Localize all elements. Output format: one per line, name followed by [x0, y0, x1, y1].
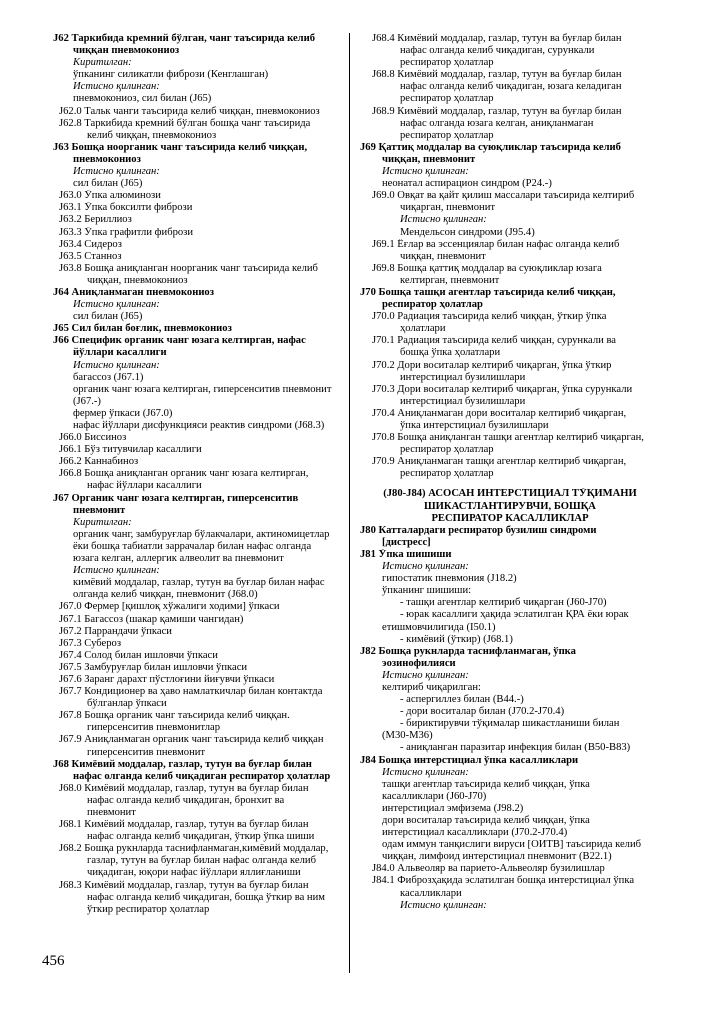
- entry-line: нафас олганда келиб чиқадиган, бронхит ва: [87, 794, 285, 806]
- entry-line: Мендельсон синдроми (J95.4): [400, 226, 535, 238]
- entry-line: ўпканинг шишиши:: [382, 585, 472, 597]
- entry-line: ўпка интерстициал бузилишлари: [400, 420, 549, 431]
- entry-line: J67.0 Фермер [қишлоқ хўжалиги ходими] ўпкаси: [59, 601, 280, 613]
- note-label: Истисно қилинган:: [400, 214, 487, 226]
- entry-line: ўпканинг силикатли фибрози (Кенглашган): [73, 69, 269, 81]
- entry-line: одам иммун танқислиги вируси [ОИТВ] таъсирида келиб: [382, 839, 642, 851]
- entry-line: органик чанг, замбуруғлар бўлакчалари, актиномицетлар: [73, 528, 330, 540]
- entry-line: ҳолатлари: [400, 323, 446, 335]
- entry-line: нафас олганда юзага келган, аниқланмаган: [400, 117, 594, 129]
- entry-line: нафас олганда келиб чиқадиган, ўткир ўпка шиши: [87, 831, 315, 843]
- category-heading: [дистресс]: [382, 536, 431, 548]
- note-label: Истисно қилинган:: [73, 299, 160, 311]
- entry-line: J68.9 Кимёвий моддалар, газлар, тутун ва буғлар билан: [372, 105, 622, 117]
- category-heading: пневмокониоз: [73, 153, 141, 165]
- category-heading: J69 Қаттиқ моддалар ва суюқликлар таъсирида келиб: [360, 141, 621, 153]
- entry-line: гипостатик пневмония (J18.2): [382, 573, 517, 585]
- entry-line: интерстициал эмфизема (J98.2): [382, 802, 524, 814]
- entry-line: кимёвий моддалар, газлар, тутун ва буғлар билан нафас: [73, 577, 325, 589]
- entry-line: респиратор ҳолатлар: [400, 468, 494, 480]
- entry-line: J67.3 Субероз: [59, 637, 122, 649]
- entry-line: J67.1 Багассоз (шакар қамиши чангидан): [59, 613, 244, 625]
- entry-line: чиқарган, пневмонит: [400, 202, 495, 214]
- entry-line: чиққан, пневмонит: [400, 250, 486, 262]
- entry-line: ташқи агентлар таъсирида келиб чиққан, ўпка: [382, 778, 590, 790]
- entry-line: (M30-M36): [382, 730, 433, 742]
- entry-line: J63.0 Ўпка алюминози: [59, 190, 161, 202]
- entry-line: J63.4 Сидероз: [59, 238, 122, 250]
- entry-line: нафас йўллари касаллиги: [87, 480, 202, 492]
- entry-line: пневмокониоз, сил билан (J65): [73, 93, 212, 105]
- block-heading: ШИКАСТЛАНТИРУВЧИ, БОШҚА: [424, 500, 596, 512]
- entry-line: нафас олганда келиб чиқадиган, бошқа ўткир ва ним: [87, 891, 325, 903]
- entry-line: респиратор ҳолатлар: [400, 444, 494, 456]
- entry-line: J63.1 Ўпка боксилти фибрози: [59, 202, 193, 214]
- entry-line: келтириб чиқарилган:: [382, 681, 481, 693]
- category-heading: J80 Катталардаги респиратор бузилиш синдроми: [360, 524, 597, 536]
- note-label: Истисно қилинган:: [73, 81, 160, 93]
- entry-line: чиққан, пневмокониоз: [87, 274, 188, 286]
- note-label: Истисно қилинган:: [73, 359, 160, 371]
- entry-line: J70.1 Радиация таъсирида келиб чиққан, сурункали ва: [372, 335, 617, 347]
- entry-line: J67.6 Заранг дарахт пўстлоғини йиғувчи ўпкаси: [59, 673, 275, 685]
- entry-line: J69.1 Ёғлар ва эссенциялар билан нафас олганда келиб: [372, 238, 620, 250]
- column-divider: [349, 33, 350, 973]
- entry-line: бошқа ўпка ҳолатлари: [400, 347, 501, 359]
- category-heading: йўллари касаллиги: [73, 347, 167, 359]
- entry-line: респиратор ҳолатлар: [400, 57, 494, 69]
- entry-line: J67.5 Замбуруғлар билан ишловчи ўпкаси: [59, 661, 248, 673]
- entry-line: J70.0 Радиация таъсирида келиб чиққан, ўткир ўпка: [372, 311, 607, 323]
- category-heading: J62 Таркибида кремний бўлган, чанг таъсирида келиб: [53, 33, 315, 44]
- entry-line: J84.1 Фиброзҳақида эслатилган бошқа интерстициал ўпка: [372, 875, 635, 887]
- page-number: 456: [42, 953, 65, 969]
- right-column: [360, 33, 660, 912]
- entry-line: J66.1 Бўз титувчилар касаллиги: [59, 444, 202, 456]
- entry-line: J68.8 Кимёвий моддалар, газлар, тутун ва буғлар билан: [372, 69, 622, 81]
- entry-line: J84.0 Альвеоляр ва парието-Альвеоляр бузилишлар: [372, 863, 605, 875]
- entry-line: J70.4 Аниқланмаган дори воситалар келтириб чиқарган,: [372, 407, 627, 419]
- entry-line: неонатал аспирацион синдром (P24.-): [382, 178, 552, 190]
- category-heading: J65 Сил билан боғлик, пневмокониоз: [53, 323, 232, 335]
- entry-line: J67.7 Кондиционер ва ҳаво намлаткичлар билан контактда: [59, 686, 323, 698]
- entry-line: сил билан (J65): [73, 311, 143, 323]
- entry-line: J68.4 Кимёвий моддалар, газлар, тутун ва буғлар билан: [372, 33, 622, 44]
- entry-line: респиратор ҳолатлар: [400, 93, 494, 105]
- entry-line: фермер ўпкаси (J67.0): [73, 407, 173, 419]
- category-heading: J82 Бошқа рукнларда таснифланмаган, ўпка: [360, 645, 576, 657]
- entry-line: юзага келган, аллергик алвеолит ва пневмонит: [73, 553, 284, 565]
- category-heading: чиққан пневмокониоз: [73, 45, 180, 57]
- category-heading: J81 Ўпка шишиши: [360, 548, 452, 560]
- entry-line: касалликлари (J60-J70): [382, 790, 487, 802]
- note-label: Истисно қилинган:: [382, 766, 469, 778]
- block-heading: РЕСПИРАТОР КАСАЛЛИКЛАР: [431, 512, 589, 524]
- left-column: [53, 33, 343, 916]
- entry-line: гиперсенситив пневмонит: [87, 746, 206, 758]
- category-heading: J66 Специфик органик чанг юзага келтирган, нафас: [53, 335, 306, 347]
- entry-line: J66.8 Бошқа аниқланган органик чанг юзага келтирган,: [59, 468, 309, 480]
- entry-line: бўлганлар ўпкаси: [87, 698, 167, 710]
- entry-line: J63.8 Бошқа аниқланган ноорганик чанг таъсирида келиб: [59, 262, 318, 274]
- entry-line: J68.0 Кимёвий моддалар, газлар, тутун ва буғлар билан: [59, 782, 309, 794]
- entry-line: - бириктирувчи тўқималар шикастланиши билан: [400, 718, 620, 730]
- block-heading: (J80-J84) АСОСАН ИНТЕРСТИЦИАЛ ТЎҚИМАНИ: [383, 488, 637, 500]
- category-heading: пневмонит: [73, 504, 126, 516]
- entry-line: J67.9 Аниқланмаган органик чанг таъсирида келиб чиққан: [59, 734, 324, 746]
- category-heading: J84 Бошқа интерстициал ўпка касалликлари: [360, 754, 579, 766]
- category-heading: J64 Аниқланмаган пневмокониоз: [53, 286, 214, 298]
- entry-line: сил билан (J65): [73, 178, 143, 190]
- category-heading: J70 Бошқа ташқи агентлар таъсирида келиб чиққан,: [360, 286, 616, 298]
- note-label: Истисно қилинган:: [382, 561, 469, 573]
- entry-line: интерстициал бузилишлари: [400, 395, 526, 407]
- entry-line: пневмонит: [87, 807, 136, 818]
- entry-line: J70.8 Бошқа аниқланган ташқи агентлар келтириб чиқарган,: [372, 432, 644, 444]
- entry-line: J66.0 Биссиноз: [59, 432, 127, 444]
- entry-line: J66.2 Каннабиноз: [59, 456, 139, 468]
- entry-line: J67.8 Бошқа органик чанг таъсирида келиб чиққан.: [59, 710, 290, 722]
- entry-line: J63.2 Бериллиоз: [59, 214, 132, 226]
- entry-line: J68.3 Кимёвий моддалар, газлар, тутун ва буғлар билан: [59, 879, 309, 891]
- entry-line: етишмовчилигида (I50.1): [382, 621, 496, 633]
- note-label: Киритилган:: [73, 57, 132, 69]
- entry-line: J70.2 Дори воситалар келтириб чиқарган, ўпка ўткир: [372, 359, 612, 371]
- entry-line: J67.2 Паррандачи ўпкаси: [59, 625, 172, 637]
- entry-line: J68.2 Бошқа рукнларда таснифланмаган,кимёвий моддалар,: [59, 843, 329, 855]
- entry-line: олганда келиб чиққан, пневмонит (J68.0): [73, 589, 258, 601]
- category-heading: J67 Органик чанг юзага келтирган, гиперсенситив: [53, 492, 299, 504]
- entry-line: ўткир респиратор ҳолатлар: [87, 903, 210, 915]
- entry-line: нафас олганда келиб чиқадиган, юзага келадиган: [400, 81, 622, 93]
- entry-line: касалликлари: [400, 887, 462, 899]
- entry-line: J69.8 Бошқа қаттиқ моддалар ва суюқликлар юзага: [372, 262, 602, 274]
- entry-line: - дори воситалар билан (J70.2-J70.4): [400, 706, 565, 718]
- entry-line: J70.9 Аниқланмаган ташқи агентлар келтириб чиқарган,: [372, 456, 627, 468]
- entry-line: нафас йўллари дисфункцияси реактив синдроми (J68.3): [73, 420, 325, 431]
- note-label: Истисно қилинган:: [382, 669, 469, 681]
- entry-line: - аспергиллез билан (B44.-): [400, 694, 524, 706]
- entry-line: - ташқи агентлар келтириб чиқарган (J60-J70): [400, 597, 607, 609]
- entry-line: J68.1 Кимёвий моддалар, газлар, тутун ва буғлар билан: [59, 819, 309, 831]
- note-label: Истисно қилинган:: [73, 166, 160, 178]
- note-label: Истисно қилинган:: [382, 166, 469, 178]
- entry-line: ёки бошқа табиатли заррачалар билан нафас олганда: [73, 540, 312, 552]
- note-label: Истисно қилинган:: [73, 565, 160, 577]
- entry-line: интерстициал бузилишлари: [400, 371, 526, 383]
- entry-line: J70.3 Дори воситалар келтириб чиқарган, ўпка сурункали: [372, 383, 633, 395]
- entry-line: J67.4 Солод билан ишловчи ўпкаси: [59, 649, 218, 661]
- entry-line: - кимёвий (ўткир) (J68.1): [400, 633, 513, 645]
- entry-line: J69.0 Овқат ва қайт қилиш массалари таъсирида келтириб: [372, 190, 635, 202]
- note-label: Истисно қилинган:: [400, 899, 487, 911]
- entry-line: интерстициал касалликлари (J70.2-J70.4): [382, 827, 568, 839]
- category-heading: чиққан, пневмонит: [382, 153, 476, 165]
- entry-line: (J67.-): [73, 395, 101, 407]
- entry-line: органик чанг юзага келтирган, гиперсенситив пневмонит: [73, 383, 332, 395]
- note-label: Киритилган:: [73, 516, 132, 528]
- entry-line: респиратор ҳолатлар: [400, 129, 494, 141]
- entry-line: гиперсенситив пневмонитлар: [87, 722, 221, 734]
- entry-line: - юрак касаллиги ҳақида эслатилган ҚРА ёки юрак: [400, 609, 629, 621]
- entry-line: J62.0 Тальк чанги таъсирида келиб чиққан, пневмокониоз: [59, 105, 320, 117]
- entry-line: дори воситалар таъсирида келиб чиққан, ўпка: [382, 815, 590, 826]
- entry-line: J63.3 Ўпка графитли фибрози: [59, 226, 194, 238]
- category-heading: респиратор ҳолатлар: [382, 299, 483, 311]
- entry-line: келиб чиққан, пневмокониоз: [87, 129, 217, 141]
- entry-line: багассоз (J67.1): [73, 371, 144, 383]
- category-heading: J68 Кимёвий моддалар, газлар, тутун ва буғлар билан: [53, 758, 312, 770]
- entry-line: чиққан, лимфоид интерстициал пневмонит (B22.1): [382, 851, 612, 863]
- entry-line: J62.8 Таркибида кремний бўлган бошқа чанг таъсирида: [59, 117, 311, 129]
- category-heading: нафас олганда келиб чиқадиган респиратор ҳолатлар: [73, 770, 331, 782]
- spacer: [360, 480, 660, 488]
- entry-line: - аниқланган паразитар инфекция билан (B50-B83): [400, 742, 631, 754]
- category-heading: J63 Бошқа ноорганик чанг таъсирида келиб чиққан,: [53, 141, 308, 153]
- entry-line: газлар, тутун ва буғлар билан нафас олганда келиб: [87, 855, 316, 867]
- entry-line: келтирган, пневмонит: [400, 274, 500, 286]
- entry-line: чиқадиган, юқори нафас йўллари яллиғланиши: [87, 867, 301, 879]
- entry-line: нафас олганда келиб чиқадиган, сурункали: [400, 45, 595, 57]
- category-heading: эозинофилияси: [382, 657, 456, 669]
- entry-line: J63.5 Станноз: [59, 250, 122, 262]
